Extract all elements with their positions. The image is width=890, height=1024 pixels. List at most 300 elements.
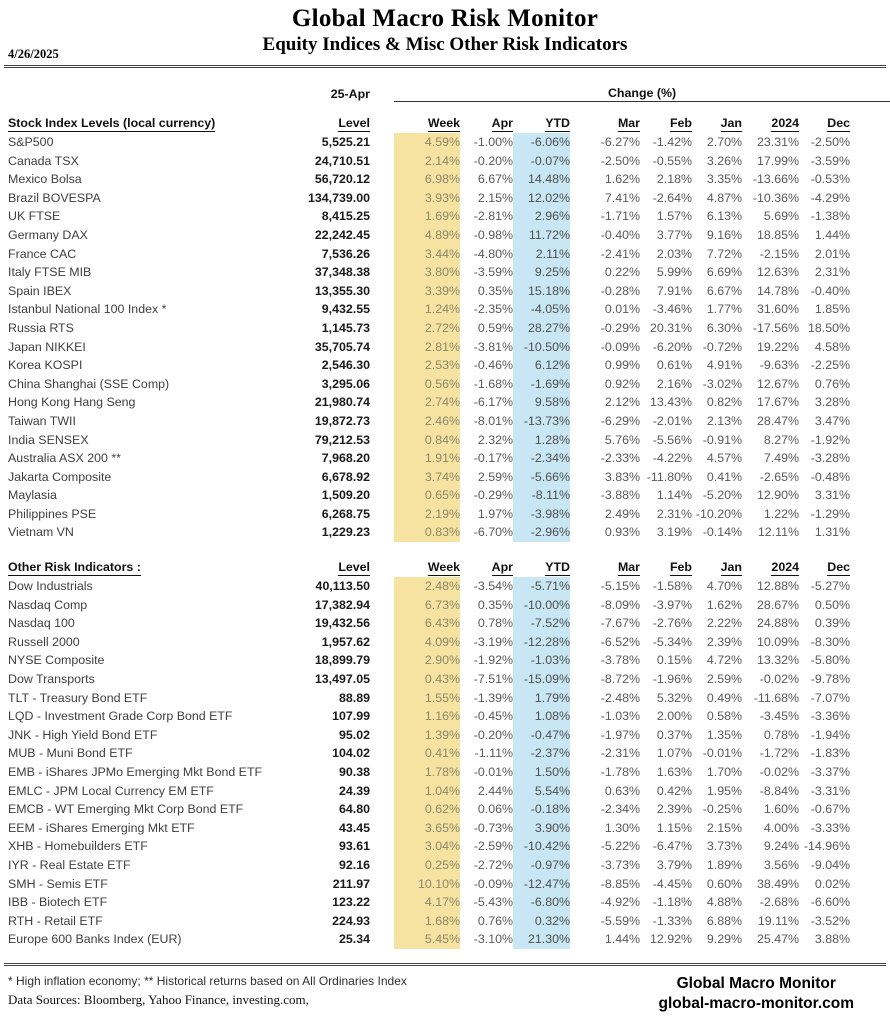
week-change: 3.74% bbox=[394, 468, 460, 487]
week-change: 5.45% bbox=[394, 930, 460, 949]
week-change: 3.44% bbox=[394, 245, 460, 264]
mar-change: -5.22% bbox=[600, 839, 640, 854]
index-name: UK FTSE bbox=[8, 209, 61, 224]
week-change: 1.04% bbox=[394, 782, 460, 801]
column-header-mar: Mar bbox=[617, 560, 640, 575]
asof-date-label: 25-Apr bbox=[330, 86, 370, 101]
apr-change: -0.09% bbox=[473, 876, 513, 891]
apr-change: -3.81% bbox=[473, 339, 513, 354]
column-header-row bbox=[8, 111, 890, 133]
header-divider bbox=[4, 65, 886, 68]
table-row bbox=[8, 651, 890, 670]
jan-change: 4.88% bbox=[706, 895, 742, 910]
level-value: 1,229.23 bbox=[321, 525, 370, 540]
y2024-change: 3.56% bbox=[763, 857, 799, 872]
level-value: 35,705.74 bbox=[314, 339, 370, 354]
mar-change: -1.03% bbox=[600, 709, 640, 724]
week-change: 4.89% bbox=[394, 226, 460, 245]
column-header-feb: Feb bbox=[669, 116, 692, 131]
apr-change: -0.17% bbox=[473, 451, 513, 466]
ytd-change: -10.00% bbox=[513, 596, 570, 615]
feb-change: 12.92% bbox=[649, 932, 692, 947]
dec-change: -3.52% bbox=[810, 913, 850, 928]
footnote-asterisks: * High inflation economy; ** Historical returns based on All Ordinaries Index bbox=[8, 973, 407, 988]
footnotes bbox=[8, 974, 407, 1008]
jan-change: 0.82% bbox=[706, 395, 742, 410]
apr-change: -6.17% bbox=[473, 395, 513, 410]
y2024-change: -3.45% bbox=[759, 709, 799, 724]
mar-change: -3.73% bbox=[600, 857, 640, 872]
table-row bbox=[8, 393, 890, 412]
feb-change: -4.45% bbox=[652, 876, 692, 891]
jan-change: 1.70% bbox=[706, 765, 742, 779]
y2024-change: -17.56% bbox=[752, 320, 799, 335]
jan-change: 4.57% bbox=[706, 451, 742, 466]
apr-change: 2.32% bbox=[477, 432, 513, 447]
table-row bbox=[8, 689, 890, 708]
index-name: Mexico Bolsa bbox=[8, 172, 82, 187]
apr-change: -0.98% bbox=[473, 227, 513, 242]
dec-change: -9.78% bbox=[810, 672, 850, 687]
index-name: S&P500 bbox=[8, 135, 54, 149]
apr-change: 0.35% bbox=[477, 597, 513, 612]
level-value: 3,295.06 bbox=[321, 376, 370, 391]
index-name: Jakarta Composite bbox=[8, 469, 112, 484]
level-value: 6,678.92 bbox=[321, 469, 370, 484]
jan-change: 7.72% bbox=[706, 246, 742, 261]
level-value: 24.39 bbox=[338, 783, 370, 798]
table-row bbox=[8, 207, 890, 226]
column-header-jan: Jan bbox=[720, 116, 742, 131]
level-value: 79,212.53 bbox=[314, 432, 370, 447]
apr-change: 0.59% bbox=[477, 320, 513, 335]
table-row bbox=[8, 670, 890, 689]
mar-change: 0.93% bbox=[604, 525, 640, 540]
ytd-change: 3.90% bbox=[513, 819, 570, 838]
apr-change: -2.59% bbox=[473, 839, 513, 854]
feb-change: 1.07% bbox=[656, 746, 692, 761]
feb-change: 1.14% bbox=[656, 488, 692, 503]
level-value: 7,536.26 bbox=[321, 246, 370, 261]
table-row bbox=[8, 523, 890, 542]
mar-change: 0.01% bbox=[604, 302, 640, 317]
y2024-change: 9.24% bbox=[763, 839, 799, 854]
table-row bbox=[8, 133, 890, 152]
ytd-change: -0.07% bbox=[513, 152, 570, 171]
dec-change: 0.02% bbox=[814, 876, 850, 891]
jan-change: 4.87% bbox=[706, 190, 742, 205]
apr-change: -2.81% bbox=[473, 209, 513, 224]
feb-change: 2.00% bbox=[656, 709, 692, 724]
jan-change: 1.77% bbox=[706, 302, 742, 317]
table-row bbox=[8, 763, 890, 782]
index-name: Australia ASX 200 ** bbox=[8, 451, 121, 466]
table-row bbox=[8, 893, 890, 912]
table-row bbox=[8, 449, 890, 468]
feb-change: 7.91% bbox=[656, 283, 692, 298]
week-change: 0.65% bbox=[394, 486, 460, 505]
index-name: Germany DAX bbox=[8, 227, 88, 242]
dec-change: -3.36% bbox=[810, 709, 850, 724]
mar-change: -1.71% bbox=[600, 209, 640, 224]
dec-change: 2.31% bbox=[814, 265, 850, 280]
mar-change: 5.76% bbox=[604, 432, 640, 447]
apr-change: -5.43% bbox=[473, 895, 513, 910]
column-header-2024: 2024 bbox=[771, 560, 799, 575]
mar-change: 0.22% bbox=[604, 265, 640, 280]
dec-change: 1.31% bbox=[814, 525, 850, 540]
y2024-change: -9.63% bbox=[759, 358, 799, 373]
jan-change: 0.41% bbox=[706, 469, 742, 484]
jan-change: -5.20% bbox=[702, 488, 742, 503]
section-gap bbox=[8, 542, 890, 555]
week-change: 2.90% bbox=[394, 651, 460, 670]
table-row bbox=[8, 707, 890, 726]
table-row bbox=[8, 596, 890, 615]
jan-change: -0.72% bbox=[702, 339, 742, 354]
apr-change: 2.59% bbox=[477, 469, 513, 484]
table-row bbox=[8, 356, 890, 375]
y2024-change: 5.69% bbox=[763, 209, 799, 224]
jan-change: 0.58% bbox=[706, 709, 742, 724]
week-change: 0.41% bbox=[394, 744, 460, 763]
feb-change: -5.56% bbox=[652, 432, 692, 447]
week-change: 2.46% bbox=[394, 412, 460, 431]
ytd-change: -13.73% bbox=[513, 412, 570, 431]
jan-change: 4.72% bbox=[706, 653, 742, 668]
week-change: 0.43% bbox=[394, 670, 460, 689]
level-value: 13,355.30 bbox=[314, 283, 370, 298]
mar-change: -0.28% bbox=[600, 283, 640, 298]
dec-change: -0.67% bbox=[810, 802, 850, 817]
index-name: Hong Kong Hang Seng bbox=[8, 395, 136, 410]
mar-change: -6.29% bbox=[600, 413, 640, 428]
table-prehead-row bbox=[8, 74, 890, 102]
ytd-change: -8.11% bbox=[513, 486, 570, 505]
ytd-change: 2.96% bbox=[513, 207, 570, 226]
index-name: India SENSEX bbox=[8, 432, 89, 447]
mar-change: 2.12% bbox=[604, 395, 640, 410]
y2024-change: 13.32% bbox=[756, 653, 799, 668]
feb-change: -2.01% bbox=[652, 413, 692, 428]
ytd-change: -2.96% bbox=[513, 523, 570, 542]
level-value: 17,382.94 bbox=[314, 597, 370, 612]
table-row bbox=[8, 614, 890, 633]
dec-change: 3.28% bbox=[814, 395, 850, 410]
feb-change: -3.46% bbox=[652, 302, 692, 317]
apr-change: -3.54% bbox=[473, 579, 513, 594]
table-row bbox=[8, 468, 890, 487]
week-change: 2.14% bbox=[394, 152, 460, 171]
level-value: 88.89 bbox=[338, 690, 370, 705]
y2024-change: 19.11% bbox=[757, 913, 799, 928]
level-value: 95.02 bbox=[338, 727, 370, 742]
jan-change: 9.29% bbox=[706, 932, 742, 947]
week-change: 0.62% bbox=[394, 800, 460, 819]
feb-change: 2.03% bbox=[656, 246, 692, 261]
index-name: Nasdaq 100 bbox=[8, 616, 75, 631]
level-value: 2,546.30 bbox=[321, 358, 370, 373]
index-name: RTH - Retail ETF bbox=[8, 913, 103, 928]
ytd-change: 1.28% bbox=[513, 431, 570, 450]
feb-change: 3.19% bbox=[656, 525, 692, 540]
ytd-change: -0.47% bbox=[513, 726, 570, 745]
y2024-change: -10.36% bbox=[752, 190, 799, 205]
page-title: Global Macro Risk Monitor bbox=[291, 5, 599, 32]
table-row bbox=[8, 375, 890, 394]
y2024-change: 28.47% bbox=[756, 413, 799, 428]
level-value: 1,509.20 bbox=[321, 488, 370, 503]
week-change: 0.56% bbox=[394, 375, 460, 394]
page-subtitle: Equity Indices & Misc Other Risk Indicators bbox=[262, 34, 628, 55]
dec-change: -4.29% bbox=[810, 190, 850, 205]
mar-change: -6.27% bbox=[600, 135, 640, 149]
apr-change: -0.45% bbox=[473, 709, 513, 724]
ytd-change: 1.08% bbox=[513, 707, 570, 726]
dec-change: 4.58% bbox=[814, 339, 850, 354]
index-name: TLT - Treasury Bond ETF bbox=[8, 690, 148, 705]
apr-change: -0.20% bbox=[473, 153, 513, 168]
week-change: 2.74% bbox=[394, 393, 460, 412]
jan-change: 1.89% bbox=[706, 857, 742, 872]
jan-change: -0.25% bbox=[702, 802, 742, 817]
table-row bbox=[8, 338, 890, 357]
mar-change: 3.83% bbox=[604, 469, 640, 484]
table-row bbox=[8, 300, 890, 319]
ytd-change: 28.27% bbox=[513, 319, 570, 338]
table-row bbox=[8, 282, 890, 301]
ytd-change: -2.37% bbox=[513, 744, 570, 763]
table-row bbox=[8, 263, 890, 282]
ytd-change: -0.18% bbox=[513, 800, 570, 819]
y2024-change: 19.22% bbox=[756, 339, 799, 354]
index-name: Taiwan TWII bbox=[8, 413, 76, 428]
ytd-change: 14.48% bbox=[513, 170, 570, 189]
y2024-change: 12.63% bbox=[756, 265, 799, 280]
dec-change: 3.47% bbox=[814, 413, 850, 428]
dec-change: -14.96% bbox=[803, 839, 850, 854]
mar-change: -2.34% bbox=[600, 802, 640, 817]
feb-change: 3.79% bbox=[656, 857, 692, 872]
week-change: 10.10% bbox=[394, 875, 460, 894]
apr-change: 0.06% bbox=[477, 802, 513, 817]
column-header-jan: Jan bbox=[720, 560, 742, 575]
y2024-change: 1.22% bbox=[763, 506, 799, 521]
apr-change: -0.29% bbox=[473, 488, 513, 503]
ytd-change: -5.71% bbox=[513, 577, 570, 596]
feb-change: -5.34% bbox=[652, 634, 692, 649]
dec-change: -5.80% bbox=[810, 653, 850, 668]
index-name: Philippines PSE bbox=[8, 506, 97, 521]
dec-change: -3.33% bbox=[810, 820, 850, 835]
level-value: 5,525.21 bbox=[321, 135, 370, 149]
feb-change: 13.43% bbox=[649, 395, 692, 410]
level-value: 104.02 bbox=[332, 746, 370, 761]
y2024-change: -0.02% bbox=[759, 765, 799, 779]
level-value: 123.22 bbox=[332, 895, 370, 910]
ytd-change: 15.18% bbox=[513, 282, 570, 301]
dec-change: 3.31% bbox=[814, 488, 850, 503]
brand-url: global-macro-monitor.com bbox=[658, 994, 854, 1012]
apr-change: -1.00% bbox=[473, 135, 513, 149]
index-name: Maylasia bbox=[8, 488, 57, 503]
index-name: Italy FTSE MIB bbox=[8, 265, 92, 280]
jan-change: 0.60% bbox=[706, 876, 742, 891]
week-change: 1.78% bbox=[394, 763, 460, 782]
ytd-change: -10.42% bbox=[513, 837, 570, 856]
week-change: 3.04% bbox=[394, 837, 460, 856]
section-label: Other Risk Indicators : bbox=[8, 560, 141, 575]
feb-change: -1.33% bbox=[652, 913, 692, 928]
index-name: IBB - Biotech ETF bbox=[8, 895, 108, 910]
mar-change: -1.78% bbox=[600, 765, 640, 779]
index-name: IYR - Real Estate ETF bbox=[8, 857, 131, 872]
y2024-change: 24.88% bbox=[756, 616, 799, 631]
apr-change: -4.80% bbox=[473, 246, 513, 261]
ytd-change: 9.25% bbox=[513, 263, 570, 282]
feb-change: 2.31% bbox=[656, 506, 692, 521]
jan-change: 4.91% bbox=[706, 358, 742, 373]
dec-change: -3.31% bbox=[810, 783, 850, 798]
y2024-change: 38.49% bbox=[756, 876, 799, 891]
dec-change: -1.94% bbox=[810, 727, 850, 742]
jan-change: -3.02% bbox=[702, 376, 742, 391]
column-header-week: Week bbox=[427, 116, 460, 131]
level-value: 1,145.73 bbox=[321, 320, 370, 335]
level-value: 134,739.00 bbox=[307, 190, 370, 205]
feb-change: -1.18% bbox=[652, 895, 692, 910]
feb-change: -0.55% bbox=[652, 153, 692, 168]
table-row bbox=[8, 577, 890, 596]
y2024-change: 0.78% bbox=[763, 727, 799, 742]
dec-change: -0.53% bbox=[810, 172, 850, 187]
feb-change: 2.18% bbox=[656, 172, 692, 187]
index-name: France CAC bbox=[8, 246, 77, 261]
level-value: 13,497.05 bbox=[314, 672, 370, 687]
feb-change: -11.80% bbox=[646, 469, 692, 484]
dec-change: -2.50% bbox=[810, 135, 850, 149]
y2024-change: 17.67% bbox=[756, 395, 799, 410]
index-name: JNK - High Yield Bond ETF bbox=[8, 727, 158, 742]
y2024-change: 10.09% bbox=[756, 634, 799, 649]
feb-change: 1.63% bbox=[656, 765, 692, 779]
spacer-row bbox=[8, 102, 890, 112]
level-value: 224.93 bbox=[332, 913, 370, 928]
jan-change: 2.13% bbox=[706, 413, 742, 428]
jan-change: 2.70% bbox=[706, 135, 742, 149]
feb-change: 3.77% bbox=[656, 227, 692, 242]
week-change: 2.53% bbox=[394, 356, 460, 375]
column-header-mar: Mar bbox=[617, 116, 640, 131]
change-percent-label: Change (%) bbox=[394, 74, 890, 102]
ytd-change: -10.50% bbox=[513, 338, 570, 357]
index-name: Istanbul National 100 Index * bbox=[8, 302, 167, 317]
apr-change: -7.51% bbox=[473, 672, 513, 687]
level-value: 211.97 bbox=[332, 876, 370, 891]
dec-change: 18.50% bbox=[807, 320, 850, 335]
mar-change: -2.33% bbox=[600, 451, 640, 466]
level-value: 8,415.25 bbox=[321, 209, 370, 224]
report-date: 4/26/2025 bbox=[8, 47, 59, 61]
y2024-change: 12.88% bbox=[756, 579, 799, 594]
week-change: 3.39% bbox=[394, 282, 460, 301]
week-change: 1.24% bbox=[394, 300, 460, 319]
week-change: 0.84% bbox=[394, 431, 460, 450]
ytd-change: 11.72% bbox=[513, 226, 570, 245]
risk-monitor-table bbox=[8, 74, 890, 949]
column-header-feb: Feb bbox=[669, 560, 692, 575]
level-value: 90.38 bbox=[338, 765, 370, 779]
y2024-change: -2.65% bbox=[759, 469, 799, 484]
mar-change: -3.78% bbox=[600, 653, 640, 668]
feb-change: 1.15% bbox=[656, 820, 692, 835]
jan-change: 1.95% bbox=[706, 783, 742, 798]
level-value: 19,432.56 bbox=[314, 616, 370, 631]
week-change: 6.43% bbox=[394, 614, 460, 633]
y2024-change: 23.31% bbox=[756, 135, 799, 149]
index-name: MUB - Muni Bond ETF bbox=[8, 746, 133, 761]
mar-change: -7.67% bbox=[600, 616, 640, 631]
index-name: Brazil BOVESPA bbox=[8, 190, 101, 205]
week-change: 6.98% bbox=[394, 170, 460, 189]
jan-change: 9.16% bbox=[706, 227, 742, 242]
column-header-apr: Apr bbox=[491, 560, 513, 575]
mar-change: 1.62% bbox=[604, 172, 640, 187]
jan-change: 3.73% bbox=[706, 839, 742, 854]
column-header-row bbox=[8, 555, 890, 577]
dec-change: -3.59% bbox=[810, 153, 850, 168]
dec-change: -1.83% bbox=[810, 746, 850, 761]
jan-change: -0.14% bbox=[702, 525, 742, 540]
week-change: 0.83% bbox=[394, 523, 460, 542]
ytd-change: 9.58% bbox=[513, 393, 570, 412]
y2024-change: -11.68% bbox=[753, 690, 799, 705]
table-row bbox=[8, 152, 890, 171]
y2024-change: -2.15% bbox=[759, 246, 799, 261]
index-name: China Shanghai (SSE Comp) bbox=[8, 376, 170, 391]
column-header-week: Week bbox=[427, 560, 460, 575]
jan-change: 4.70% bbox=[706, 579, 742, 594]
ytd-change: -15.09% bbox=[513, 670, 570, 689]
ytd-change: -4.05% bbox=[513, 300, 570, 319]
mar-change: 1.44% bbox=[604, 932, 640, 947]
jan-change: -10.20% bbox=[695, 506, 742, 521]
table-row bbox=[8, 819, 890, 838]
feb-change: 1.57% bbox=[656, 209, 692, 224]
jan-change: 2.59% bbox=[706, 672, 742, 687]
ytd-change: -6.80% bbox=[513, 893, 570, 912]
footer bbox=[0, 966, 890, 1014]
week-change: 1.69% bbox=[394, 207, 460, 226]
index-name: Dow Transports bbox=[8, 672, 95, 687]
apr-change: 0.35% bbox=[477, 283, 513, 298]
feb-change: 5.99% bbox=[656, 265, 692, 280]
feb-change: -1.58% bbox=[652, 579, 692, 594]
dec-change: -2.25% bbox=[810, 358, 850, 373]
apr-change: -3.10% bbox=[473, 932, 513, 947]
mar-change: -5.15% bbox=[600, 579, 640, 594]
y2024-change: 14.78% bbox=[756, 283, 799, 298]
week-change: 1.91% bbox=[394, 449, 460, 468]
week-change: 6.73% bbox=[394, 596, 460, 615]
level-value: 6,268.75 bbox=[321, 506, 370, 521]
ytd-change: -1.03% bbox=[513, 651, 570, 670]
jan-change: 1.62% bbox=[706, 597, 742, 612]
jan-change: 6.13% bbox=[706, 209, 742, 224]
feb-change: 0.37% bbox=[656, 727, 692, 742]
apr-change: 1.97% bbox=[477, 506, 513, 521]
feb-change: -1.42% bbox=[652, 135, 692, 149]
